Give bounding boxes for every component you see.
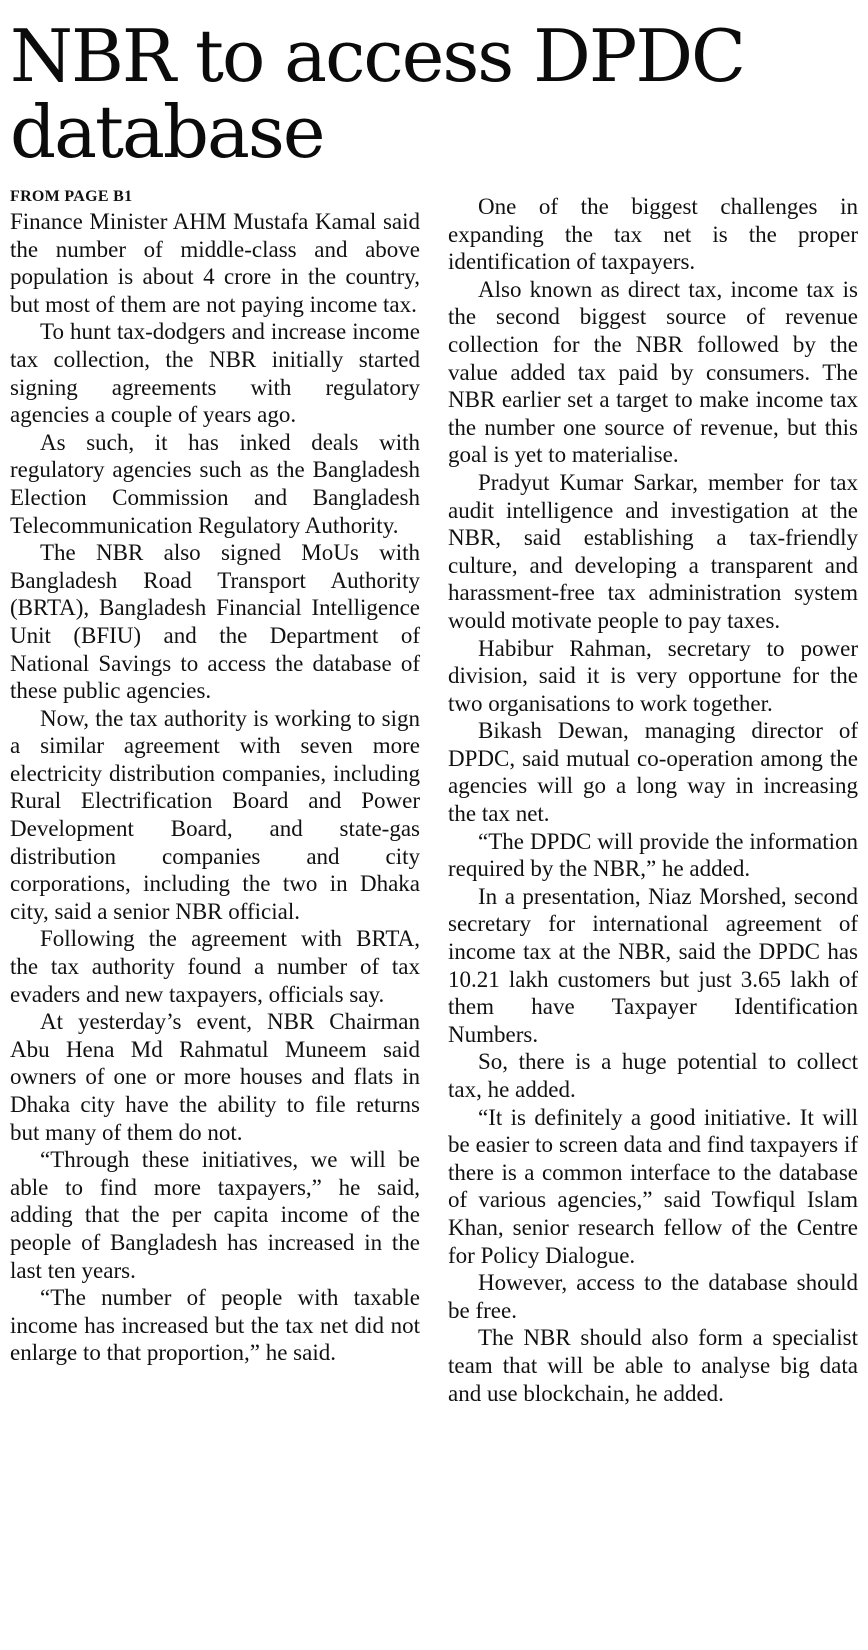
paragraph: Finance Minister AHM Mustafa Kamal said the number of middle-class and above population is about 4 crore in the country, but most of them are not paying income tax. [10,209,420,317]
paragraph: So, there is a huge potential to collect tax, he added. [448,1049,858,1102]
paragraph: To hunt tax-dodgers and increase income tax collection, the NBR initially started signing agreements with regulatory agencies a couple of years ago. [10,319,420,428]
paragraph: As such, it has inked deals with regulatory agencies such as the Bangladesh Election Commission and Bangladesh Telecommunication Regulatory Authority. [10,429,420,538]
paragraph: Habibur Rahman, secretary to power division, said it is very opportune for the two organisations to work together. [448,635,858,716]
paragraph: “Through these initiatives, we will be able to find more taxpayers,” he said, adding that the per capita income of the people of Bangladesh has increased in the last ten years. [10,1147,420,1283]
paragraph: The NBR also signed MoUs with Bangladesh Road Transport Authority (BRTA), Bangladesh Financial Intelligence Unit (BFIU) and the Department of National Savings to access the database of these public agencies. [10,540,420,704]
paragraph: Pradyut Kumar Sarkar, member for tax audit intelligence and investigation at the NBR, said establishing a tax-friendly culture, and developing a transparent and harassment-free tax administration system would motivate people to pay taxes. [448,469,858,633]
paragraph: However, access to the database should be free. [448,1270,858,1323]
paragraph: At yesterday’s event, NBR Chairman Abu Hena Md Rahmatul Muneem said owners of one or more houses and flats in Dhaka city have the ability to file returns but many of them do not. [10,1009,420,1145]
paragraph: Bikash Dewan, managing director of DPDC, said mutual co-operation among the agencies will go a long way in increasing the tax net. [448,718,858,827]
paragraph: “It is definitely a good initiative. It will be easier to screen data and find taxpayers if there is a common interface to the database of various agencies,” said Towfiqul Islam Khan, senior research fellow of the Centre for Policy Dialogue. [448,1104,858,1268]
paragraph: “The DPDC will provide the information required by the NBR,” he added. [448,828,858,882]
paragraph: Following the agreement with BRTA, the tax authority found a number of tax evaders and new taxpayers, officials say. [10,926,420,1007]
paragraph: One of the biggest challenges in expanding the tax net is the proper identification of taxpayers. [448,194,858,275]
paragraph: “The number of people with taxable income has increased but the tax net did not enlarge to that proportion,” he said. [10,1285,420,1366]
paragraph: In a presentation, Niaz Morshed, second secretary for international agreement of income tax at the NBR, said the DPDC has 10.21 lakh customers but just 3.65 lakh of them have Taxpayer Identification Numbers. [448,883,858,1047]
headline: NBR to access DPDC database [10,14,745,174]
paragraph: The NBR should also form a specialist team that will be able to analyse big data and use blockchain, he added. [448,1325,858,1406]
article-column-left [10,188,420,1367]
paragraph: Now, the tax authority is working to sign a similar agreement with seven more electricity distribution companies, including Rural Electrification Board and Power Development Board, and state-gas distribution companies and city corporations, including the two in Dhaka city, said a senior NBR official. [10,705,420,924]
continuation-kicker: FROM PAGE B1 [10,188,133,205]
paragraph: Also known as direct tax, income tax is the second biggest source of revenue collection for the NBR followed by the value added tax paid by consumers. The NBR earlier set a target to make income tax the number one source of revenue, but this goal is yet to materialise. [448,276,858,468]
article-column-right [448,193,858,1407]
